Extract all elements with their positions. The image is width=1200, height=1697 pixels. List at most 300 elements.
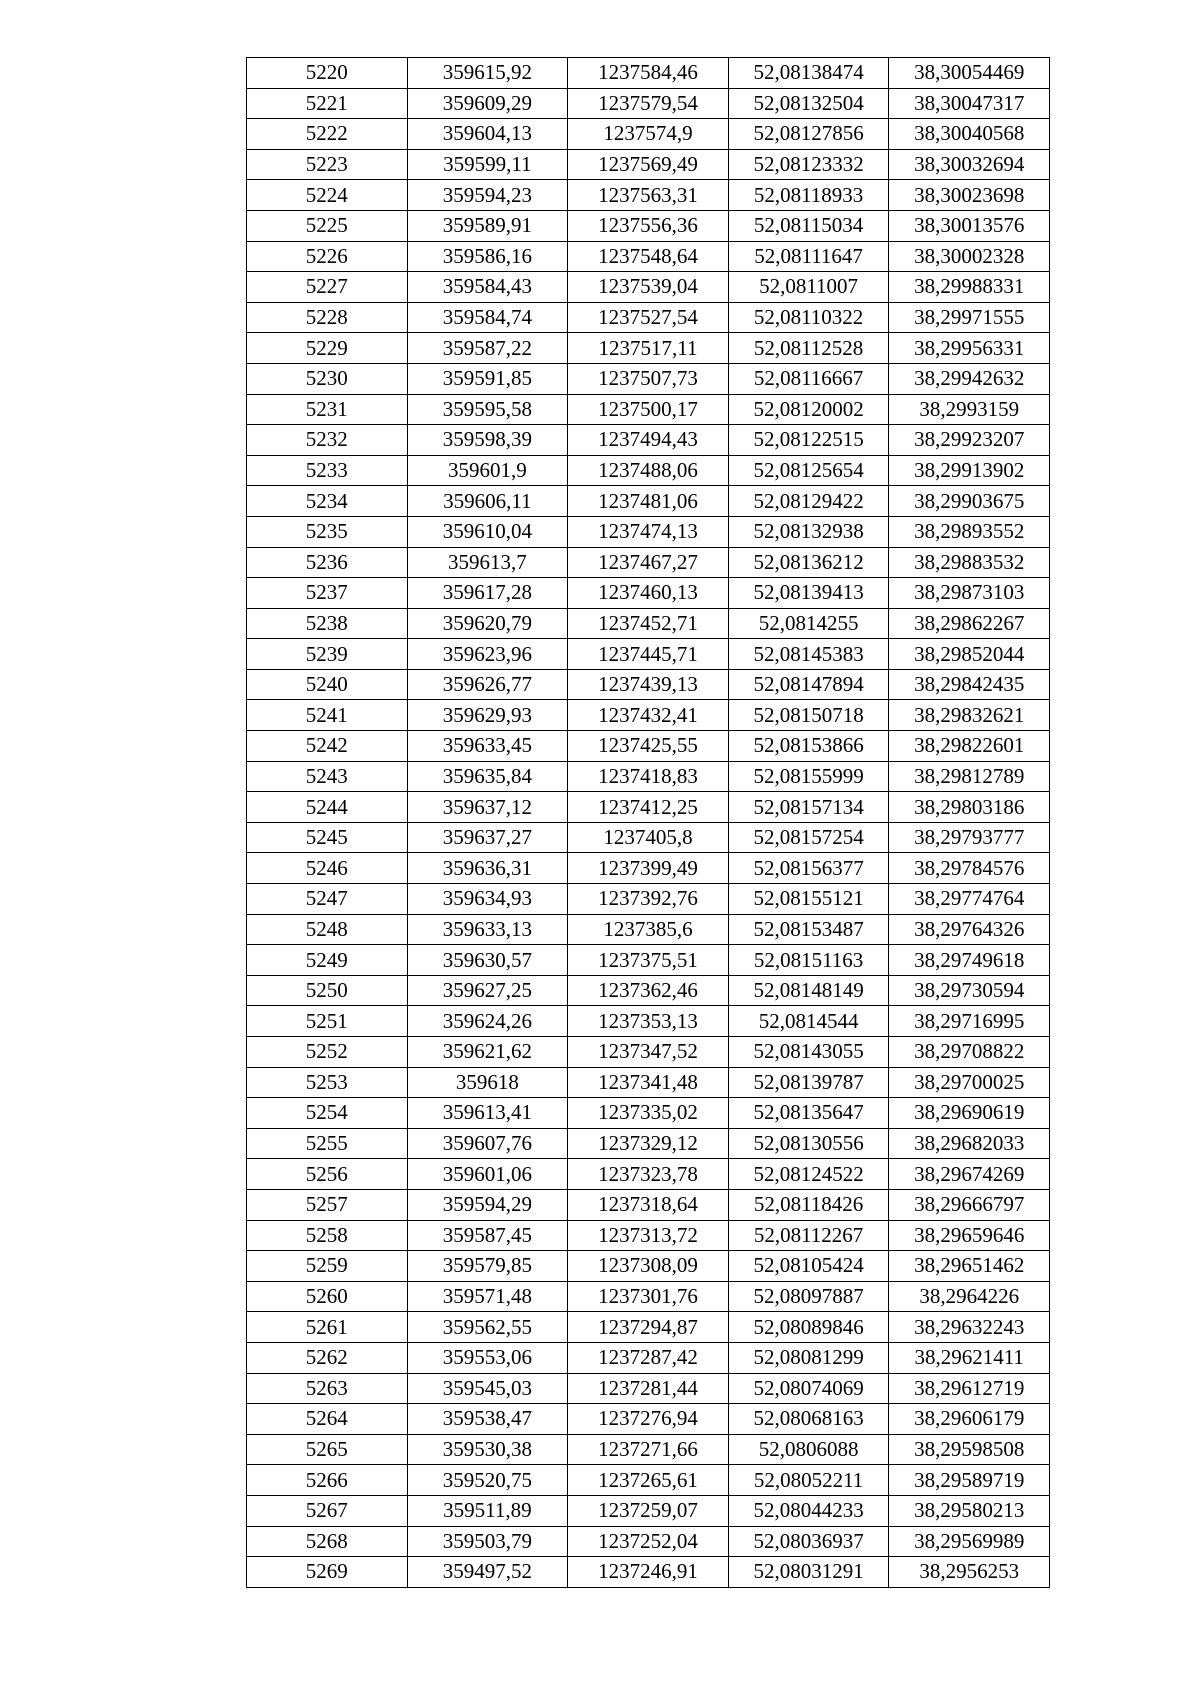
cell-coord-y: 1237347,52 <box>568 1037 729 1068</box>
cell-coord-y: 1237276,94 <box>568 1404 729 1435</box>
cell-coord-x: 359609,29 <box>407 88 568 119</box>
cell-latitude: 52,08157254 <box>728 822 889 853</box>
cell-coord-y: 1237329,12 <box>568 1128 729 1159</box>
cell-coord-x: 359586,16 <box>407 241 568 272</box>
cell-coord-y: 1237445,71 <box>568 639 729 670</box>
cell-point-number: 5253 <box>247 1067 408 1098</box>
table-row <box>247 1189 1050 1220</box>
cell-longitude: 38,29589719 <box>889 1465 1050 1496</box>
cell-longitude: 38,30040568 <box>889 119 1050 150</box>
cell-coord-x: 359637,12 <box>407 792 568 823</box>
cell-coord-y: 1237494,43 <box>568 425 729 456</box>
cell-coord-x: 359626,77 <box>407 669 568 700</box>
cell-longitude: 38,29988331 <box>889 272 1050 303</box>
table-row <box>247 700 1050 731</box>
cell-coord-y: 1237439,13 <box>568 669 729 700</box>
cell-longitude: 38,29598508 <box>889 1434 1050 1465</box>
cell-coord-x: 359587,22 <box>407 333 568 364</box>
cell-latitude: 52,08148149 <box>728 975 889 1006</box>
cell-coord-y: 1237392,76 <box>568 884 729 915</box>
cell-point-number: 5222 <box>247 119 408 150</box>
cell-coord-x: 359613,41 <box>407 1098 568 1129</box>
cell-point-number: 5238 <box>247 608 408 639</box>
cell-coord-x: 359587,45 <box>407 1220 568 1251</box>
cell-point-number: 5257 <box>247 1189 408 1220</box>
cell-coord-y: 1237287,42 <box>568 1342 729 1373</box>
cell-coord-y: 1237579,54 <box>568 88 729 119</box>
cell-coord-y: 1237259,07 <box>568 1495 729 1526</box>
cell-point-number: 5224 <box>247 180 408 211</box>
cell-latitude: 52,08155121 <box>728 884 889 915</box>
cell-coord-y: 1237452,71 <box>568 608 729 639</box>
cell-longitude: 38,30023698 <box>889 180 1050 211</box>
cell-latitude: 52,08156377 <box>728 853 889 884</box>
cell-coord-x: 359610,04 <box>407 516 568 547</box>
cell-latitude: 52,08136212 <box>728 547 889 578</box>
cell-latitude: 52,08074069 <box>728 1373 889 1404</box>
cell-latitude: 52,08068163 <box>728 1404 889 1435</box>
cell-point-number: 5220 <box>247 58 408 89</box>
cell-point-number: 5231 <box>247 394 408 425</box>
cell-coord-x: 359617,28 <box>407 578 568 609</box>
cell-point-number: 5264 <box>247 1404 408 1435</box>
cell-coord-x: 359633,13 <box>407 914 568 945</box>
cell-longitude: 38,29803186 <box>889 792 1050 823</box>
table-row <box>247 1557 1050 1588</box>
cell-point-number: 5250 <box>247 975 408 1006</box>
cell-longitude: 38,29708822 <box>889 1037 1050 1068</box>
table-row <box>247 241 1050 272</box>
table-row <box>247 975 1050 1006</box>
cell-longitude: 38,29632243 <box>889 1312 1050 1343</box>
cell-coord-x: 359629,93 <box>407 700 568 731</box>
table-row <box>247 853 1050 884</box>
table-row <box>247 119 1050 150</box>
cell-longitude: 38,29700025 <box>889 1067 1050 1098</box>
cell-latitude: 52,08044233 <box>728 1495 889 1526</box>
cell-longitude: 38,29621411 <box>889 1342 1050 1373</box>
cell-coord-y: 1237481,06 <box>568 486 729 517</box>
table-row <box>247 516 1050 547</box>
cell-longitude: 38,2956253 <box>889 1557 1050 1588</box>
cell-latitude: 52,08052211 <box>728 1465 889 1496</box>
cell-longitude: 38,29842435 <box>889 669 1050 700</box>
cell-longitude: 38,29903675 <box>889 486 1050 517</box>
cell-point-number: 5233 <box>247 455 408 486</box>
cell-latitude: 52,08124522 <box>728 1159 889 1190</box>
cell-longitude: 38,29971555 <box>889 302 1050 333</box>
table-row <box>247 180 1050 211</box>
cell-longitude: 38,29956331 <box>889 333 1050 364</box>
cell-coord-y: 1237432,41 <box>568 700 729 731</box>
cell-coord-y: 1237517,11 <box>568 333 729 364</box>
cell-latitude: 52,08031291 <box>728 1557 889 1588</box>
table-row <box>247 608 1050 639</box>
cell-latitude: 52,08112267 <box>728 1220 889 1251</box>
cell-point-number: 5232 <box>247 425 408 456</box>
cell-point-number: 5248 <box>247 914 408 945</box>
cell-latitude: 52,08089846 <box>728 1312 889 1343</box>
cell-longitude: 38,29873103 <box>889 578 1050 609</box>
cell-coord-x: 359627,25 <box>407 975 568 1006</box>
table-row <box>247 1373 1050 1404</box>
cell-longitude: 38,29832621 <box>889 700 1050 731</box>
cell-longitude: 38,2993159 <box>889 394 1050 425</box>
cell-coord-y: 1237569,49 <box>568 149 729 180</box>
cell-point-number: 5259 <box>247 1251 408 1282</box>
cell-coord-y: 1237335,02 <box>568 1098 729 1129</box>
cell-coord-x: 359615,92 <box>407 58 568 89</box>
cell-point-number: 5229 <box>247 333 408 364</box>
cell-latitude: 52,0814255 <box>728 608 889 639</box>
cell-point-number: 5262 <box>247 1342 408 1373</box>
cell-longitude: 38,29923207 <box>889 425 1050 456</box>
cell-longitude: 38,29666797 <box>889 1189 1050 1220</box>
cell-coord-y: 1237500,17 <box>568 394 729 425</box>
cell-coord-y: 1237252,04 <box>568 1526 729 1557</box>
cell-point-number: 5241 <box>247 700 408 731</box>
table-row <box>247 1067 1050 1098</box>
cell-latitude: 52,08120002 <box>728 394 889 425</box>
table-row <box>247 394 1050 425</box>
cell-longitude: 38,29569989 <box>889 1526 1050 1557</box>
cell-point-number: 5242 <box>247 731 408 762</box>
cell-coord-y: 1237467,27 <box>568 547 729 578</box>
cell-coord-x: 359595,58 <box>407 394 568 425</box>
cell-latitude: 52,08139413 <box>728 578 889 609</box>
table-row <box>247 1465 1050 1496</box>
cell-point-number: 5263 <box>247 1373 408 1404</box>
cell-latitude: 52,08153866 <box>728 731 889 762</box>
cell-coord-y: 1237281,44 <box>568 1373 729 1404</box>
cell-point-number: 5251 <box>247 1006 408 1037</box>
cell-coord-y: 1237362,46 <box>568 975 729 1006</box>
cell-latitude: 52,08139787 <box>728 1067 889 1098</box>
cell-longitude: 38,29730594 <box>889 975 1050 1006</box>
cell-coord-x: 359621,62 <box>407 1037 568 1068</box>
cell-longitude: 38,29883532 <box>889 547 1050 578</box>
table-row <box>247 1128 1050 1159</box>
cell-coord-x: 359579,85 <box>407 1251 568 1282</box>
cell-latitude: 52,08150718 <box>728 700 889 731</box>
cell-latitude: 52,08151163 <box>728 945 889 976</box>
cell-latitude: 52,08112528 <box>728 333 889 364</box>
table-row <box>247 1312 1050 1343</box>
cell-point-number: 5225 <box>247 210 408 241</box>
cell-point-number: 5240 <box>247 669 408 700</box>
table-row <box>247 486 1050 517</box>
cell-coord-x: 359594,23 <box>407 180 568 211</box>
cell-coord-y: 1237527,54 <box>568 302 729 333</box>
cell-point-number: 5255 <box>247 1128 408 1159</box>
coordinates-table-body <box>247 58 1050 1588</box>
cell-longitude: 38,29812789 <box>889 761 1050 792</box>
table-row <box>247 1495 1050 1526</box>
cell-point-number: 5267 <box>247 1495 408 1526</box>
cell-latitude: 52,08118426 <box>728 1189 889 1220</box>
cell-coord-y: 1237308,09 <box>568 1251 729 1282</box>
cell-coord-y: 1237399,49 <box>568 853 729 884</box>
cell-point-number: 5246 <box>247 853 408 884</box>
cell-point-number: 5230 <box>247 363 408 394</box>
cell-longitude: 38,2964226 <box>889 1281 1050 1312</box>
cell-longitude: 38,29659646 <box>889 1220 1050 1251</box>
cell-point-number: 5245 <box>247 822 408 853</box>
cell-coord-x: 359613,7 <box>407 547 568 578</box>
cell-coord-x: 359604,13 <box>407 119 568 150</box>
cell-coord-x: 359623,96 <box>407 639 568 670</box>
cell-point-number: 5258 <box>247 1220 408 1251</box>
table-row <box>247 302 1050 333</box>
table-row <box>247 425 1050 456</box>
cell-latitude: 52,0806088 <box>728 1434 889 1465</box>
cell-point-number: 5269 <box>247 1557 408 1588</box>
cell-point-number: 5261 <box>247 1312 408 1343</box>
cell-point-number: 5221 <box>247 88 408 119</box>
cell-coord-y: 1237574,9 <box>568 119 729 150</box>
cell-coord-x: 359599,11 <box>407 149 568 180</box>
cell-coord-x: 359591,85 <box>407 363 568 394</box>
table-row <box>247 272 1050 303</box>
cell-point-number: 5266 <box>247 1465 408 1496</box>
cell-coord-x: 359634,93 <box>407 884 568 915</box>
cell-coord-x: 359624,26 <box>407 1006 568 1037</box>
table-row <box>247 1098 1050 1129</box>
cell-longitude: 38,29749618 <box>889 945 1050 976</box>
cell-latitude: 52,08135647 <box>728 1098 889 1129</box>
cell-coord-y: 1237460,13 <box>568 578 729 609</box>
table-row <box>247 333 1050 364</box>
table-row <box>247 945 1050 976</box>
table-row <box>247 639 1050 670</box>
cell-latitude: 52,08147894 <box>728 669 889 700</box>
cell-coord-x: 359497,52 <box>407 1557 568 1588</box>
cell-longitude: 38,29852044 <box>889 639 1050 670</box>
cell-coord-y: 1237323,78 <box>568 1159 729 1190</box>
cell-longitude: 38,29862267 <box>889 608 1050 639</box>
cell-coord-x: 359545,03 <box>407 1373 568 1404</box>
cell-latitude: 52,08111647 <box>728 241 889 272</box>
cell-longitude: 38,29716995 <box>889 1006 1050 1037</box>
cell-coord-x: 359636,31 <box>407 853 568 884</box>
table-row <box>247 792 1050 823</box>
cell-latitude: 52,08115034 <box>728 210 889 241</box>
cell-point-number: 5227 <box>247 272 408 303</box>
cell-latitude: 52,08116667 <box>728 363 889 394</box>
cell-coord-x: 359571,48 <box>407 1281 568 1312</box>
cell-longitude: 38,29690619 <box>889 1098 1050 1129</box>
cell-point-number: 5256 <box>247 1159 408 1190</box>
cell-coord-y: 1237556,36 <box>568 210 729 241</box>
cell-point-number: 5237 <box>247 578 408 609</box>
cell-coord-x: 359520,75 <box>407 1465 568 1496</box>
cell-coord-y: 1237353,13 <box>568 1006 729 1037</box>
table-row <box>247 1006 1050 1037</box>
cell-coord-x: 359584,74 <box>407 302 568 333</box>
cell-point-number: 5235 <box>247 516 408 547</box>
cell-latitude: 52,08036937 <box>728 1526 889 1557</box>
cell-point-number: 5223 <box>247 149 408 180</box>
cell-coord-x: 359607,76 <box>407 1128 568 1159</box>
cell-longitude: 38,30002328 <box>889 241 1050 272</box>
cell-coord-y: 1237425,55 <box>568 731 729 762</box>
cell-coord-y: 1237584,46 <box>568 58 729 89</box>
cell-point-number: 5228 <box>247 302 408 333</box>
cell-coord-y: 1237488,06 <box>568 455 729 486</box>
cell-latitude: 52,08153487 <box>728 914 889 945</box>
cell-latitude: 52,08110322 <box>728 302 889 333</box>
cell-point-number: 5254 <box>247 1098 408 1129</box>
table-row <box>247 884 1050 915</box>
cell-coord-x: 359635,84 <box>407 761 568 792</box>
cell-latitude: 52,08132504 <box>728 88 889 119</box>
cell-latitude: 52,08143055 <box>728 1037 889 1068</box>
cell-coord-x: 359589,91 <box>407 210 568 241</box>
table-row <box>247 1526 1050 1557</box>
cell-latitude: 52,08127856 <box>728 119 889 150</box>
cell-latitude: 52,08097887 <box>728 1281 889 1312</box>
cell-latitude: 52,08129422 <box>728 486 889 517</box>
table-row <box>247 58 1050 89</box>
table-row <box>247 547 1050 578</box>
cell-coord-x: 359633,45 <box>407 731 568 762</box>
cell-point-number: 5260 <box>247 1281 408 1312</box>
cell-coord-x: 359598,39 <box>407 425 568 456</box>
table-row <box>247 363 1050 394</box>
cell-latitude: 52,08157134 <box>728 792 889 823</box>
cell-coord-y: 1237418,83 <box>568 761 729 792</box>
cell-longitude: 38,30047317 <box>889 88 1050 119</box>
cell-latitude: 52,08123332 <box>728 149 889 180</box>
coordinates-table <box>246 57 1050 1588</box>
cell-coord-x: 359606,11 <box>407 486 568 517</box>
cell-point-number: 5226 <box>247 241 408 272</box>
cell-longitude: 38,29651462 <box>889 1251 1050 1282</box>
cell-point-number: 5247 <box>247 884 408 915</box>
cell-point-number: 5252 <box>247 1037 408 1068</box>
cell-coord-x: 359538,47 <box>407 1404 568 1435</box>
cell-coord-x: 359562,55 <box>407 1312 568 1343</box>
table-row <box>247 578 1050 609</box>
cell-point-number: 5265 <box>247 1434 408 1465</box>
cell-latitude: 52,08155999 <box>728 761 889 792</box>
cell-latitude: 52,08125654 <box>728 455 889 486</box>
cell-coord-x: 359594,29 <box>407 1189 568 1220</box>
cell-longitude: 38,29822601 <box>889 731 1050 762</box>
cell-longitude: 38,29580213 <box>889 1495 1050 1526</box>
table-row <box>247 1404 1050 1435</box>
cell-point-number: 5234 <box>247 486 408 517</box>
cell-coord-y: 1237405,8 <box>568 822 729 853</box>
cell-coord-x: 359511,89 <box>407 1495 568 1526</box>
cell-coord-y: 1237563,31 <box>568 180 729 211</box>
cell-latitude: 52,08081299 <box>728 1342 889 1373</box>
cell-coord-y: 1237375,51 <box>568 945 729 976</box>
cell-coord-x: 359553,06 <box>407 1342 568 1373</box>
cell-longitude: 38,29606179 <box>889 1404 1050 1435</box>
cell-coord-y: 1237474,13 <box>568 516 729 547</box>
cell-longitude: 38,29793777 <box>889 822 1050 853</box>
cell-longitude: 38,30032694 <box>889 149 1050 180</box>
table-row <box>247 149 1050 180</box>
cell-longitude: 38,29784576 <box>889 853 1050 884</box>
cell-coord-x: 359503,79 <box>407 1526 568 1557</box>
table-row <box>247 1037 1050 1068</box>
cell-coord-x: 359620,79 <box>407 608 568 639</box>
cell-longitude: 38,29764326 <box>889 914 1050 945</box>
cell-longitude: 38,30013576 <box>889 210 1050 241</box>
cell-coord-y: 1237412,25 <box>568 792 729 823</box>
cell-coord-x: 359630,57 <box>407 945 568 976</box>
table-row <box>247 731 1050 762</box>
cell-latitude: 52,08130556 <box>728 1128 889 1159</box>
cell-point-number: 5239 <box>247 639 408 670</box>
cell-latitude: 52,08145383 <box>728 639 889 670</box>
table-row <box>247 1342 1050 1373</box>
cell-coord-y: 1237301,76 <box>568 1281 729 1312</box>
cell-coord-y: 1237265,61 <box>568 1465 729 1496</box>
cell-longitude: 38,29913902 <box>889 455 1050 486</box>
table-row <box>247 1251 1050 1282</box>
cell-latitude: 52,08118933 <box>728 180 889 211</box>
cell-latitude: 52,08138474 <box>728 58 889 89</box>
cell-coord-y: 1237294,87 <box>568 1312 729 1343</box>
cell-point-number: 5243 <box>247 761 408 792</box>
cell-coord-y: 1237271,66 <box>568 1434 729 1465</box>
cell-coord-x: 359584,43 <box>407 272 568 303</box>
table-row <box>247 1281 1050 1312</box>
cell-coord-y: 1237246,91 <box>568 1557 729 1588</box>
cell-coord-y: 1237313,72 <box>568 1220 729 1251</box>
table-row <box>247 210 1050 241</box>
cell-coord-x: 359601,9 <box>407 455 568 486</box>
cell-coord-y: 1237385,6 <box>568 914 729 945</box>
cell-latitude: 52,0814544 <box>728 1006 889 1037</box>
cell-longitude: 38,30054469 <box>889 58 1050 89</box>
table-row <box>247 1159 1050 1190</box>
cell-coord-x: 359637,27 <box>407 822 568 853</box>
cell-coord-x: 359530,38 <box>407 1434 568 1465</box>
cell-coord-y: 1237507,73 <box>568 363 729 394</box>
cell-latitude: 52,08132938 <box>728 516 889 547</box>
cell-coord-x: 359618 <box>407 1067 568 1098</box>
cell-coord-y: 1237341,48 <box>568 1067 729 1098</box>
cell-latitude: 52,08122515 <box>728 425 889 456</box>
cell-longitude: 38,29674269 <box>889 1159 1050 1190</box>
cell-longitude: 38,29612719 <box>889 1373 1050 1404</box>
cell-longitude: 38,29774764 <box>889 884 1050 915</box>
table-row <box>247 1220 1050 1251</box>
cell-coord-x: 359601,06 <box>407 1159 568 1190</box>
cell-coord-y: 1237318,64 <box>568 1189 729 1220</box>
table-row <box>247 761 1050 792</box>
cell-longitude: 38,29942632 <box>889 363 1050 394</box>
cell-longitude: 38,29682033 <box>889 1128 1050 1159</box>
cell-latitude: 52,08105424 <box>728 1251 889 1282</box>
cell-coord-y: 1237548,64 <box>568 241 729 272</box>
table-row <box>247 455 1050 486</box>
cell-coord-y: 1237539,04 <box>568 272 729 303</box>
cell-point-number: 5249 <box>247 945 408 976</box>
cell-latitude: 52,0811007 <box>728 272 889 303</box>
table-row <box>247 1434 1050 1465</box>
cell-point-number: 5244 <box>247 792 408 823</box>
table-row <box>247 669 1050 700</box>
cell-point-number: 5268 <box>247 1526 408 1557</box>
table-row <box>247 914 1050 945</box>
cell-point-number: 5236 <box>247 547 408 578</box>
cell-longitude: 38,29893552 <box>889 516 1050 547</box>
